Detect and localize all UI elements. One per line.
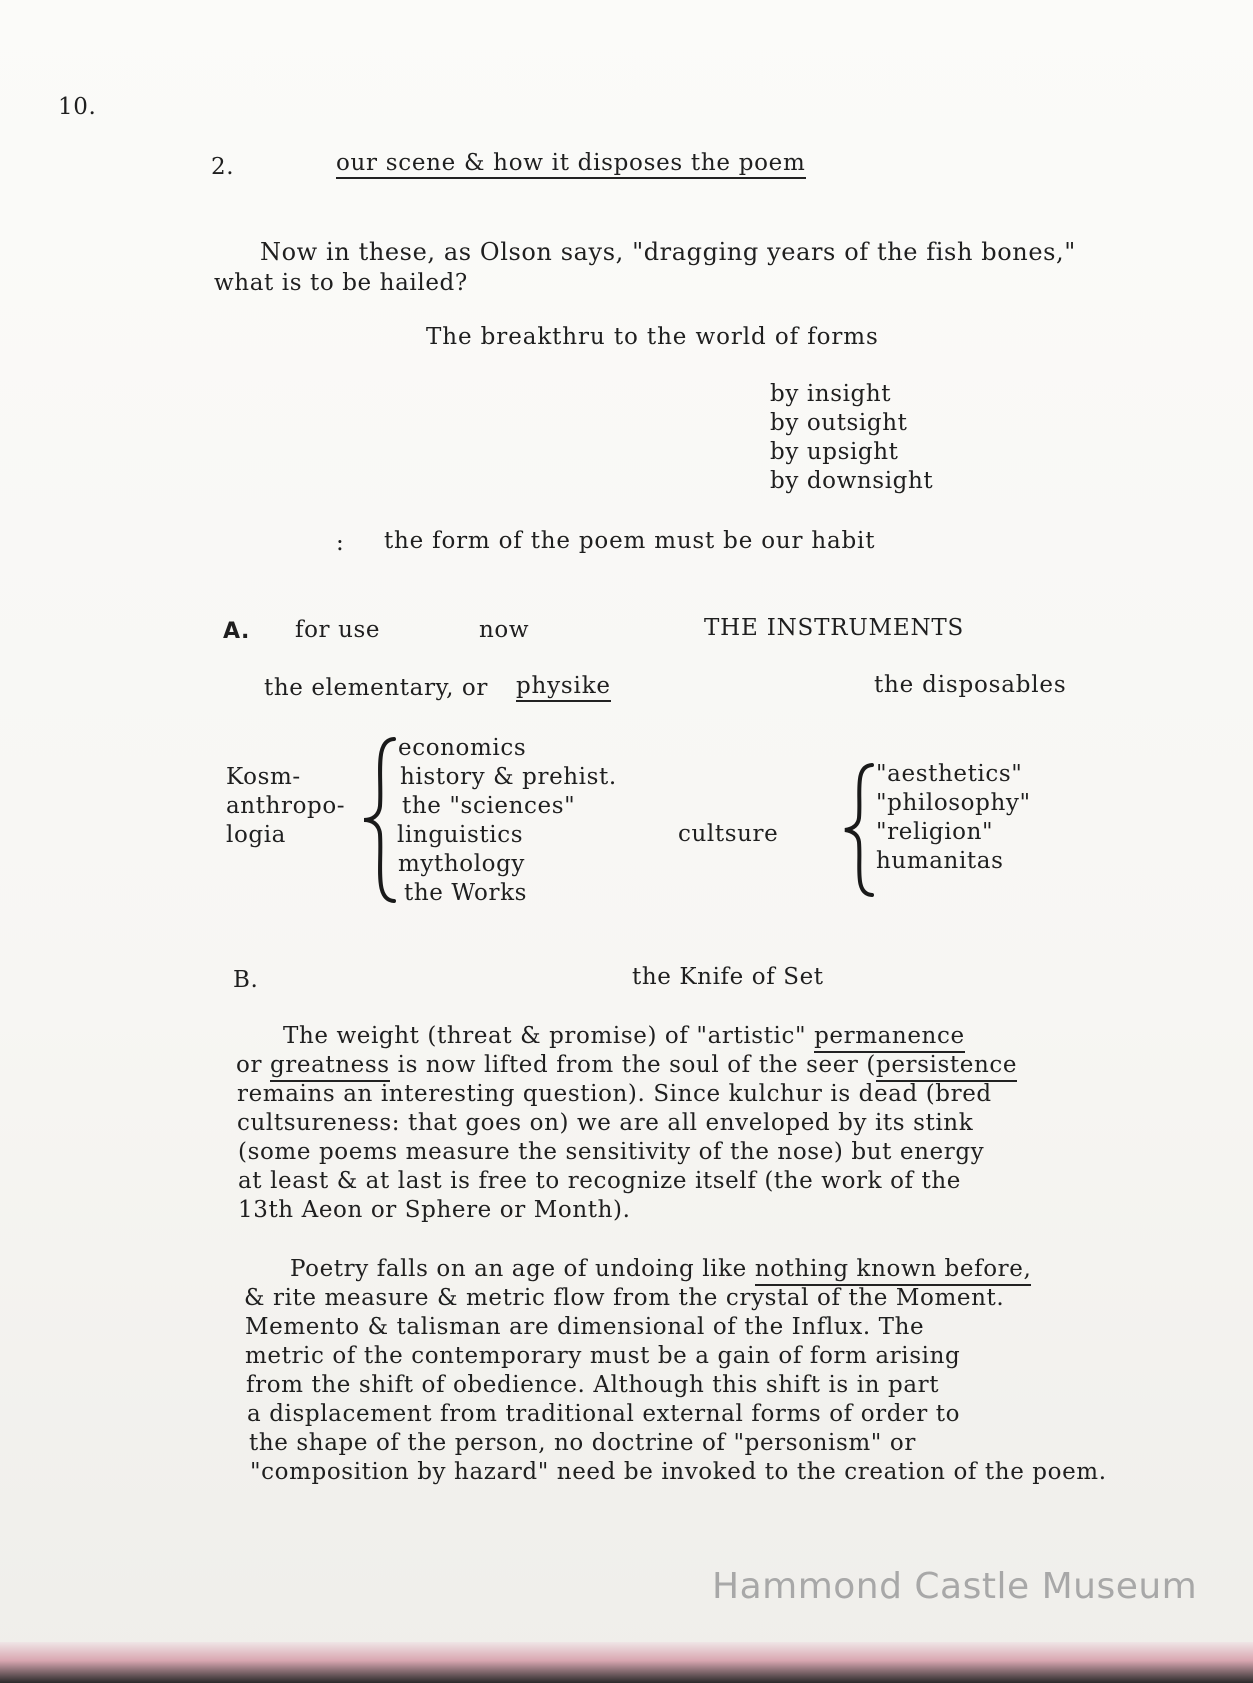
- cultsure-item: "philosophy": [876, 790, 1031, 816]
- physike-label: physike: [516, 675, 611, 702]
- right-brace-icon: [842, 762, 874, 898]
- text-run: or: [236, 1052, 263, 1078]
- kosm-label: Kosm-: [226, 764, 301, 790]
- paragraph-line: the shape of the person, no doctrine of "personism" or: [249, 1430, 916, 1456]
- elementary-label: the elementary, or: [264, 675, 488, 701]
- page-bottom-edge: [0, 1642, 1253, 1683]
- kosm-label: anthropo-: [226, 793, 346, 819]
- for-use-label: for use: [295, 617, 381, 643]
- paragraph-line: at least & at last is free to recognize itself (the work of the: [238, 1168, 962, 1194]
- sight-item: by outsight: [770, 410, 908, 436]
- paragraph-line: [236, 1054, 1017, 1077]
- paragraph-line: from the shift of obedience. Although this shift is in part: [246, 1372, 940, 1398]
- kosm-item: linguistics: [397, 822, 524, 848]
- disposables-label: the disposables: [874, 672, 1067, 698]
- kosm-item: the "sciences": [402, 793, 576, 819]
- cultsure-item: "religion": [876, 819, 994, 845]
- habit-line: the form of the poem must be our habit: [384, 528, 876, 554]
- text-run: Poetry falls on an age of undoing like: [290, 1256, 747, 1282]
- habit-colon: :: [336, 530, 345, 556]
- paragraph-line: cultsureness: that goes on) we are all enveloped by its stink: [237, 1110, 974, 1136]
- underlined-word: permanence: [814, 1023, 965, 1053]
- part-b-letter: B.: [233, 967, 259, 993]
- underlined-word: persistence: [876, 1052, 1017, 1082]
- paragraph-line: (some poems measure the sensitivity of the nose) but energy: [238, 1139, 985, 1165]
- kosm-item: economics: [398, 735, 527, 761]
- kosm-item: history & prehist.: [400, 764, 617, 790]
- section-number: 2.: [211, 154, 235, 180]
- part-a-letter: A.: [223, 619, 250, 644]
- paragraph-line: & rite measure & metric flow from the crystal of the Moment.: [244, 1285, 1005, 1311]
- sight-item: by downsight: [770, 468, 934, 494]
- knife-of-set-title: the Knife of Set: [632, 964, 824, 990]
- intro-line-2: what is to be hailed?: [214, 270, 468, 296]
- paragraph-line: 13th Aeon or Sphere or Month).: [238, 1197, 631, 1223]
- now-label: now: [479, 617, 530, 643]
- kosm-item: the Works: [404, 880, 528, 906]
- museum-watermark: Hammond Castle Museum: [712, 1566, 1198, 1607]
- underlined-word: greatness: [270, 1052, 390, 1082]
- paragraph-line: [290, 1258, 1031, 1281]
- breakthru-line: The breakthru to the world of forms: [426, 324, 879, 350]
- paragraph-line: metric of the contemporary must be a gain of form arising: [245, 1343, 961, 1369]
- kosm-label: logia: [226, 822, 286, 848]
- cultsure-item: humanitas: [876, 848, 1004, 874]
- page-number: 10.: [58, 94, 97, 120]
- sight-item: by upsight: [770, 439, 899, 465]
- underlined-phrase: nothing known before,: [755, 1256, 1032, 1286]
- sight-item: by insight: [770, 381, 892, 407]
- paragraph-line: [283, 1025, 965, 1048]
- paragraph-line: "composition by hazard" need be invoked to the creation of the poem.: [250, 1459, 1107, 1485]
- paragraph-line: a displacement from traditional external forms of order to: [247, 1401, 961, 1427]
- text-run: The weight (threat & promise) of "artistic": [283, 1023, 807, 1049]
- intro-line-1: Now in these, as Olson says, "dragging years of the fish bones,": [260, 238, 1076, 266]
- instruments-heading: THE INSTRUMENTS: [704, 615, 965, 641]
- left-brace-icon: [360, 736, 396, 904]
- paragraph-line: Memento & talisman are dimensional of the Influx. The: [245, 1314, 925, 1340]
- cultsure-item: "aesthetics": [876, 761, 1023, 787]
- paragraph-line: remains an interesting question). Since kulchur is dead (bred: [237, 1081, 992, 1107]
- kosm-item: mythology: [398, 851, 526, 877]
- text-run: is now lifted from the soul of the seer (: [397, 1052, 876, 1078]
- cultsure-label: cultsure: [678, 821, 779, 847]
- section-heading: our scene & how it disposes the poem: [336, 152, 806, 179]
